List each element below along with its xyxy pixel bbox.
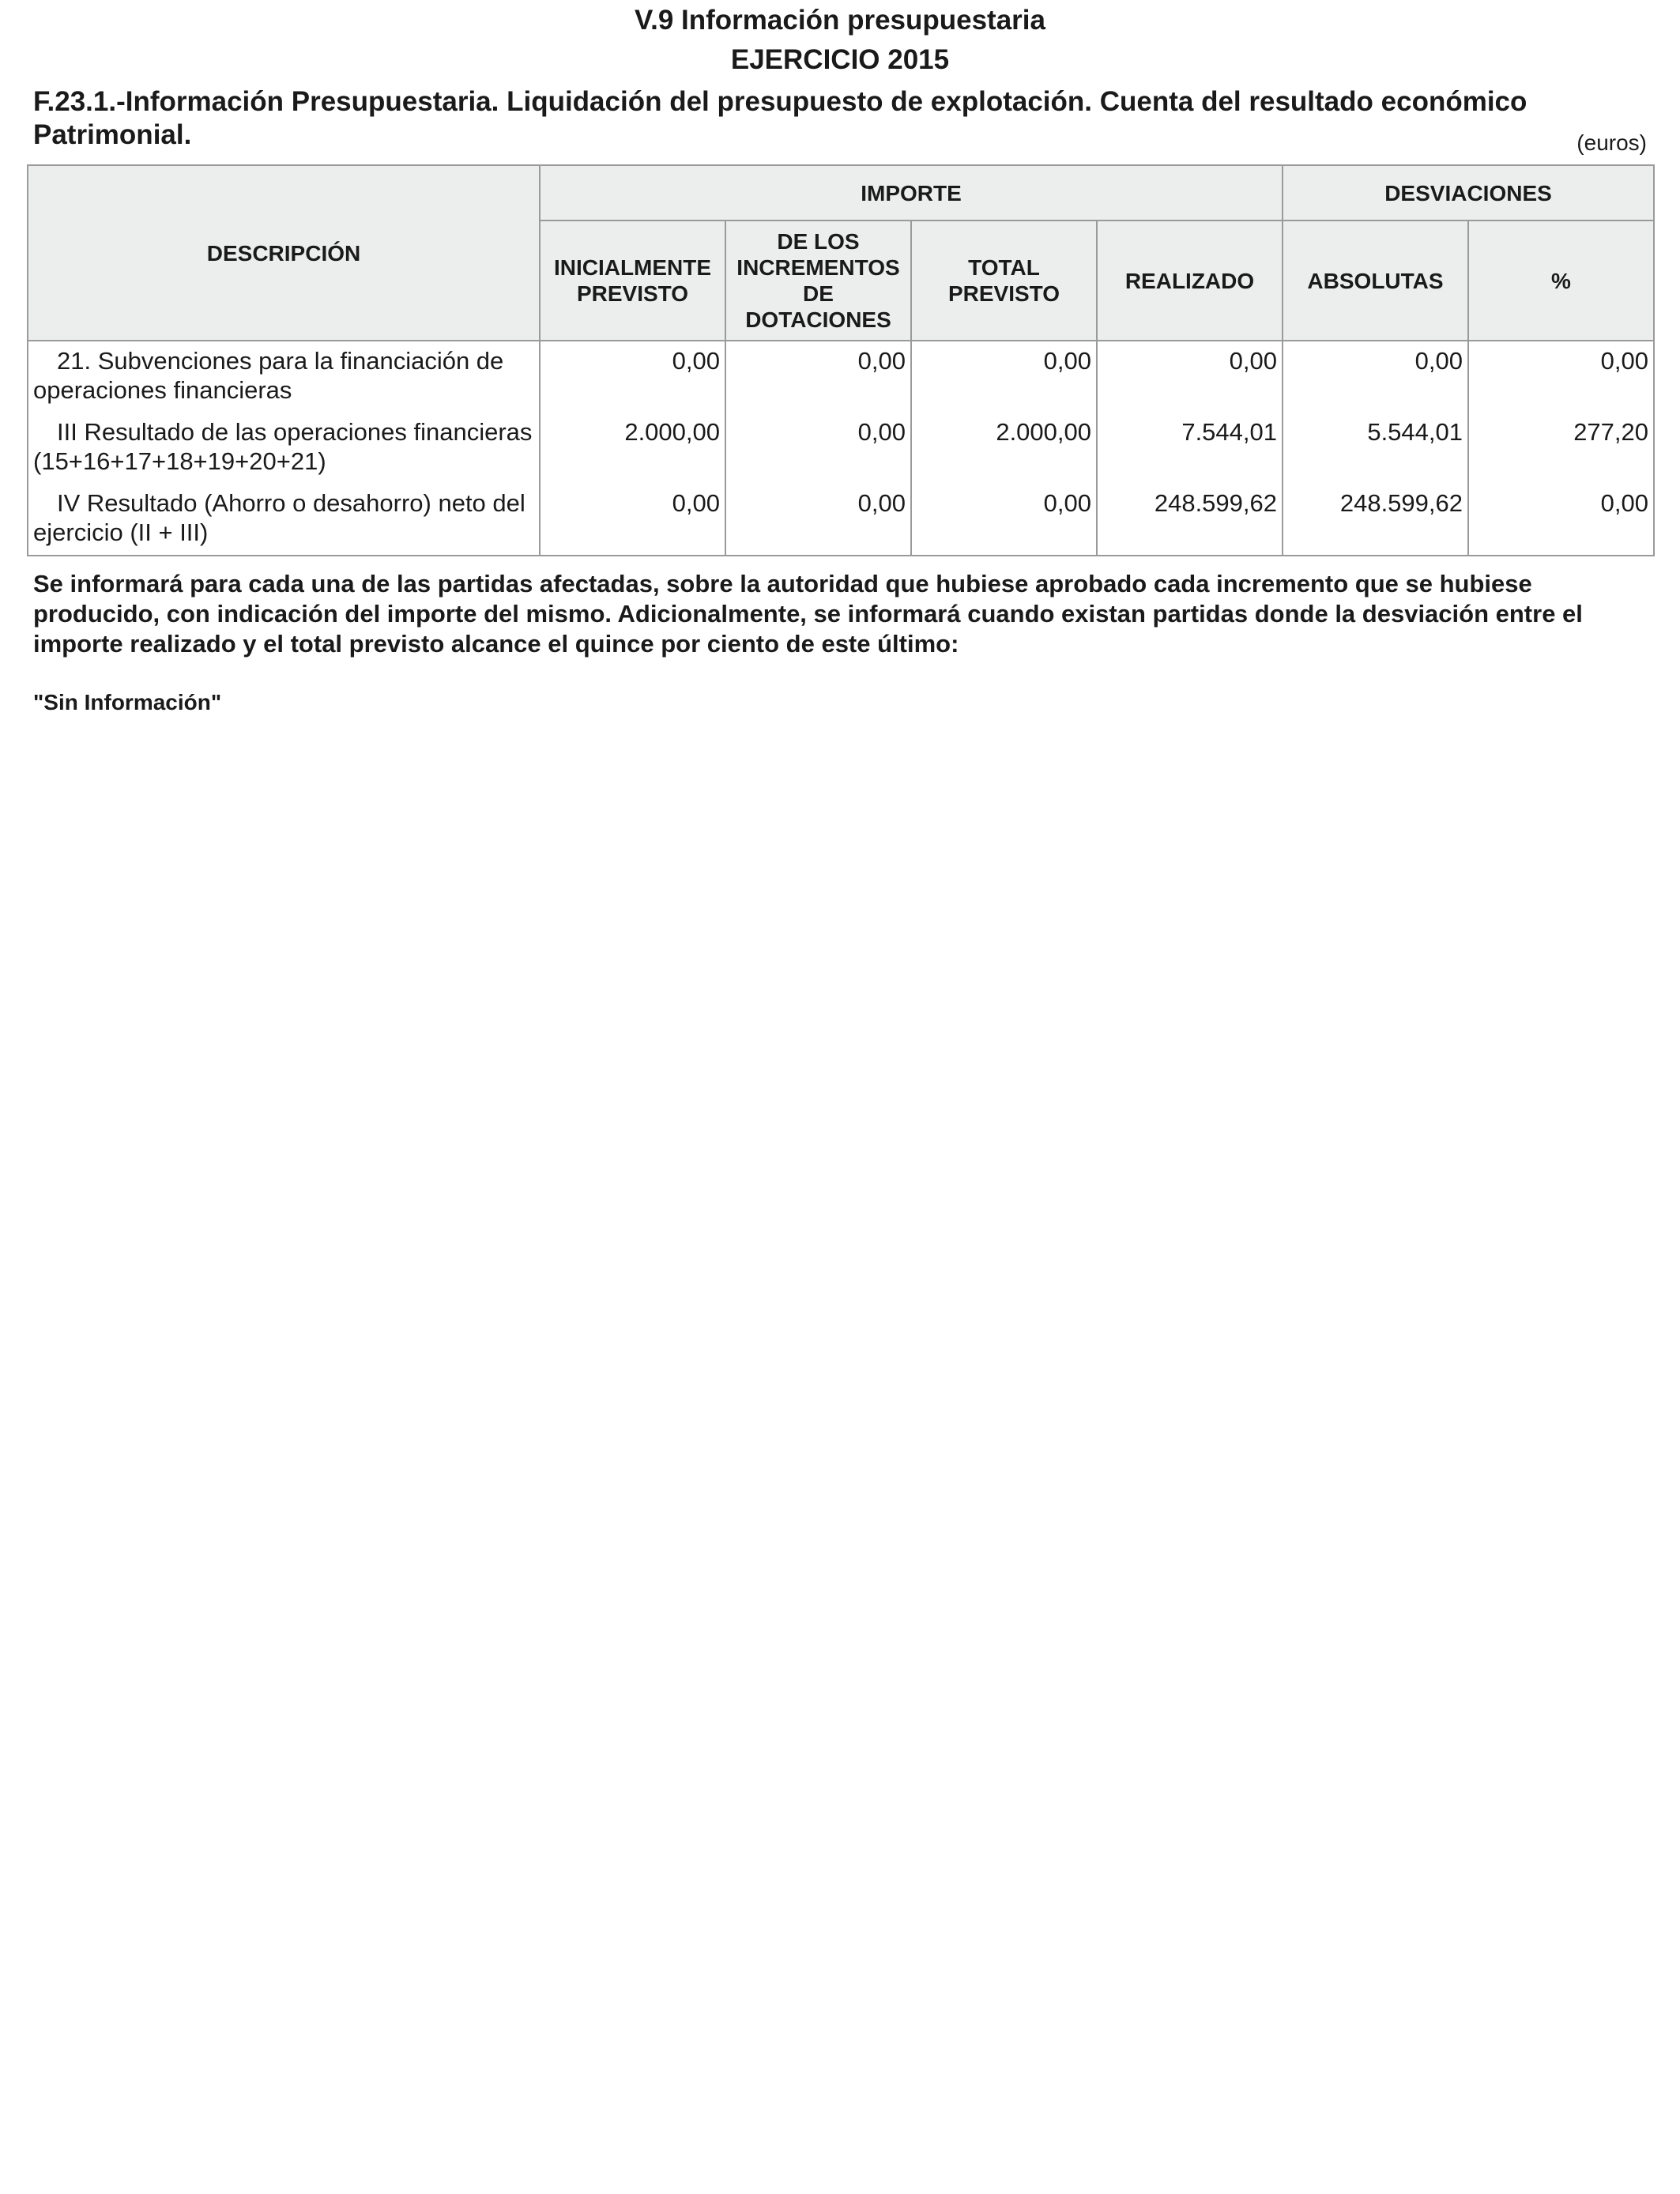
cell-total-previsto: 0,00 <box>911 341 1097 413</box>
col-group-importe: IMPORTE <box>540 165 1283 221</box>
col-header-descripcion: DESCRIPCIÓN <box>28 165 540 341</box>
table-row <box>28 413 1654 484</box>
deviation-note: Se informará para cada una de las partidas afectadas, sobre la autoridad que hubiese aprobado cada incremento que se hubiese producido, con indicación del importe del mismo. Adicionalmente, se informará cuando existan partidas donde la desviación entre el importe realizado y el total previsto alcance el quince por ciento de este último: <box>33 570 1583 658</box>
cell-incrementos: 0,00 <box>725 341 911 413</box>
units-label: (euros) <box>1576 130 1647 155</box>
cell-realizado: 0,00 <box>1097 341 1283 413</box>
cell-total-previsto: 2.000,00 <box>911 413 1097 484</box>
col-header-absolutas: ABSOLUTAS <box>1283 221 1468 341</box>
section-title: F.23.1.-Información Presupuestaria. Liquidación del presupuesto de explotación. Cuenta del resultado económico Patrimonial. <box>33 86 1527 150</box>
cell-realizado: 248.599,62 <box>1097 484 1283 556</box>
cell-inicialmente-previsto: 2.000,00 <box>540 413 725 484</box>
row-description: III Resultado de las operaciones financieras (15+16+17+18+19+20+21) <box>28 413 540 484</box>
cell-percent: 277,20 <box>1468 413 1654 484</box>
col-header-realizado: REALIZADO <box>1097 221 1283 341</box>
no-information-label: "Sin Información" <box>33 690 222 714</box>
cell-inicialmente-previsto: 0,00 <box>540 484 725 556</box>
cell-percent: 0,00 <box>1468 484 1654 556</box>
cell-absolutas: 0,00 <box>1283 341 1468 413</box>
cell-incrementos: 0,00 <box>725 484 911 556</box>
col-header-inicialmente-previsto: INICIALMENTE PREVISTO <box>540 221 725 341</box>
budget-table <box>27 164 1655 556</box>
page-title: V.9 Información presupuestaria <box>635 5 1045 36</box>
cell-total-previsto: 0,00 <box>911 484 1097 556</box>
exercise-year: EJERCICIO 2015 <box>730 44 950 75</box>
header-row-groups <box>28 165 1654 221</box>
cell-absolutas: 248.599,62 <box>1283 484 1468 556</box>
col-header-incrementos: DE LOS INCREMENTOS DE DOTACIONES <box>725 221 911 341</box>
table-row <box>28 484 1654 556</box>
row-description: IV Resultado (Ahorro o desahorro) neto del ejercicio (II + III) <box>28 484 540 556</box>
cell-incrementos: 0,00 <box>725 413 911 484</box>
col-header-percent: % <box>1468 221 1654 341</box>
row-description: 21. Subvenciones para la financiación de operaciones financieras <box>28 341 540 413</box>
cell-absolutas: 5.544,01 <box>1283 413 1468 484</box>
cell-inicialmente-previsto: 0,00 <box>540 341 725 413</box>
table-row <box>28 341 1654 413</box>
col-group-desviaciones: DESVIACIONES <box>1283 165 1654 221</box>
cell-percent: 0,00 <box>1468 341 1654 413</box>
col-header-total-previsto: TOTAL PREVISTO <box>911 221 1097 341</box>
cell-realizado: 7.544,01 <box>1097 413 1283 484</box>
